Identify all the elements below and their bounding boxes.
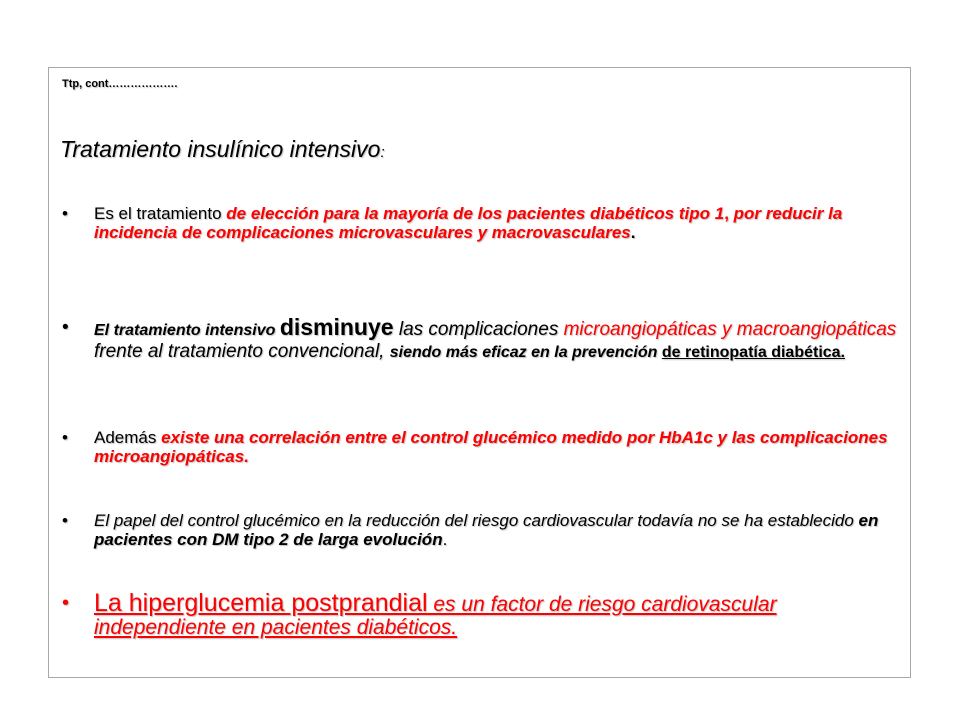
bullet-2-text-d: microangiopáticas y macroangiopáticas	[563, 319, 897, 340]
slide-header: Ttp, cont……………….	[62, 78, 178, 90]
bullet-dot-icon: •	[62, 592, 70, 614]
bullet-1-text-e: .	[630, 223, 636, 242]
bullet-item-1	[62, 204, 897, 242]
bullet-item-2	[62, 314, 897, 363]
bullet-4-text-b: en pacientes con DM tipo 2 de larga evolución	[94, 511, 879, 549]
bullet-2-text-e: frente al tratamiento convencional,	[94, 341, 390, 362]
bullet-3-text-b: existe una correlación entre el control glucémico medido por HbA1c y las complicaciones microangiopáticas.	[94, 428, 888, 466]
bullet-dot-icon: •	[62, 317, 69, 338]
bullet-item-3	[62, 428, 897, 466]
bullet-1-text-c: ,	[724, 204, 734, 223]
bullet-2-text-c: las complicaciones	[393, 319, 564, 340]
bullet-2-text-f: siendo más eficaz en la prevención	[389, 344, 662, 361]
bullet-1-text-b: de elección para la mayoría de los pacientes diabéticos tipo 1	[226, 204, 725, 223]
slide-title-text: Tratamiento insulínico intensivo	[60, 136, 381, 162]
bullet-dot-icon: •	[62, 428, 68, 447]
bullet-2-text-b: disminuye	[279, 314, 394, 340]
slide-content-box	[48, 67, 911, 678]
bullet-1-text-d: por reducir la incidencia de complicaciones microvasculares y macrovasculares	[94, 204, 843, 242]
bullet-2-text-g: de retinopatía diabética.	[661, 344, 845, 361]
slide-title-colon: :	[380, 144, 385, 161]
bullet-5-text-b: es un factor de riesgo cardiovascular independiente en pacientes diabéticos.	[94, 593, 777, 639]
bullet-1-text-a: Es el tratamiento	[94, 204, 227, 223]
bullet-dot-icon: •	[62, 204, 68, 223]
bullet-5-text-a: La hiperglucemia postprandial	[94, 589, 428, 617]
bullet-item-4	[62, 511, 897, 549]
bullet-dot-icon: •	[62, 511, 68, 530]
bullet-4-text-c: .	[442, 530, 448, 549]
bullet-4-text-a: El papel del control glucémico en la reducción del riesgo cardiovascular todavía no se ha establecido	[94, 511, 859, 530]
bullet-2-text-a: El tratamiento intensivo	[94, 322, 280, 339]
bullet-3-text-a: Además	[94, 428, 162, 447]
slide-title	[60, 136, 385, 163]
bullet-item-5	[62, 589, 897, 639]
